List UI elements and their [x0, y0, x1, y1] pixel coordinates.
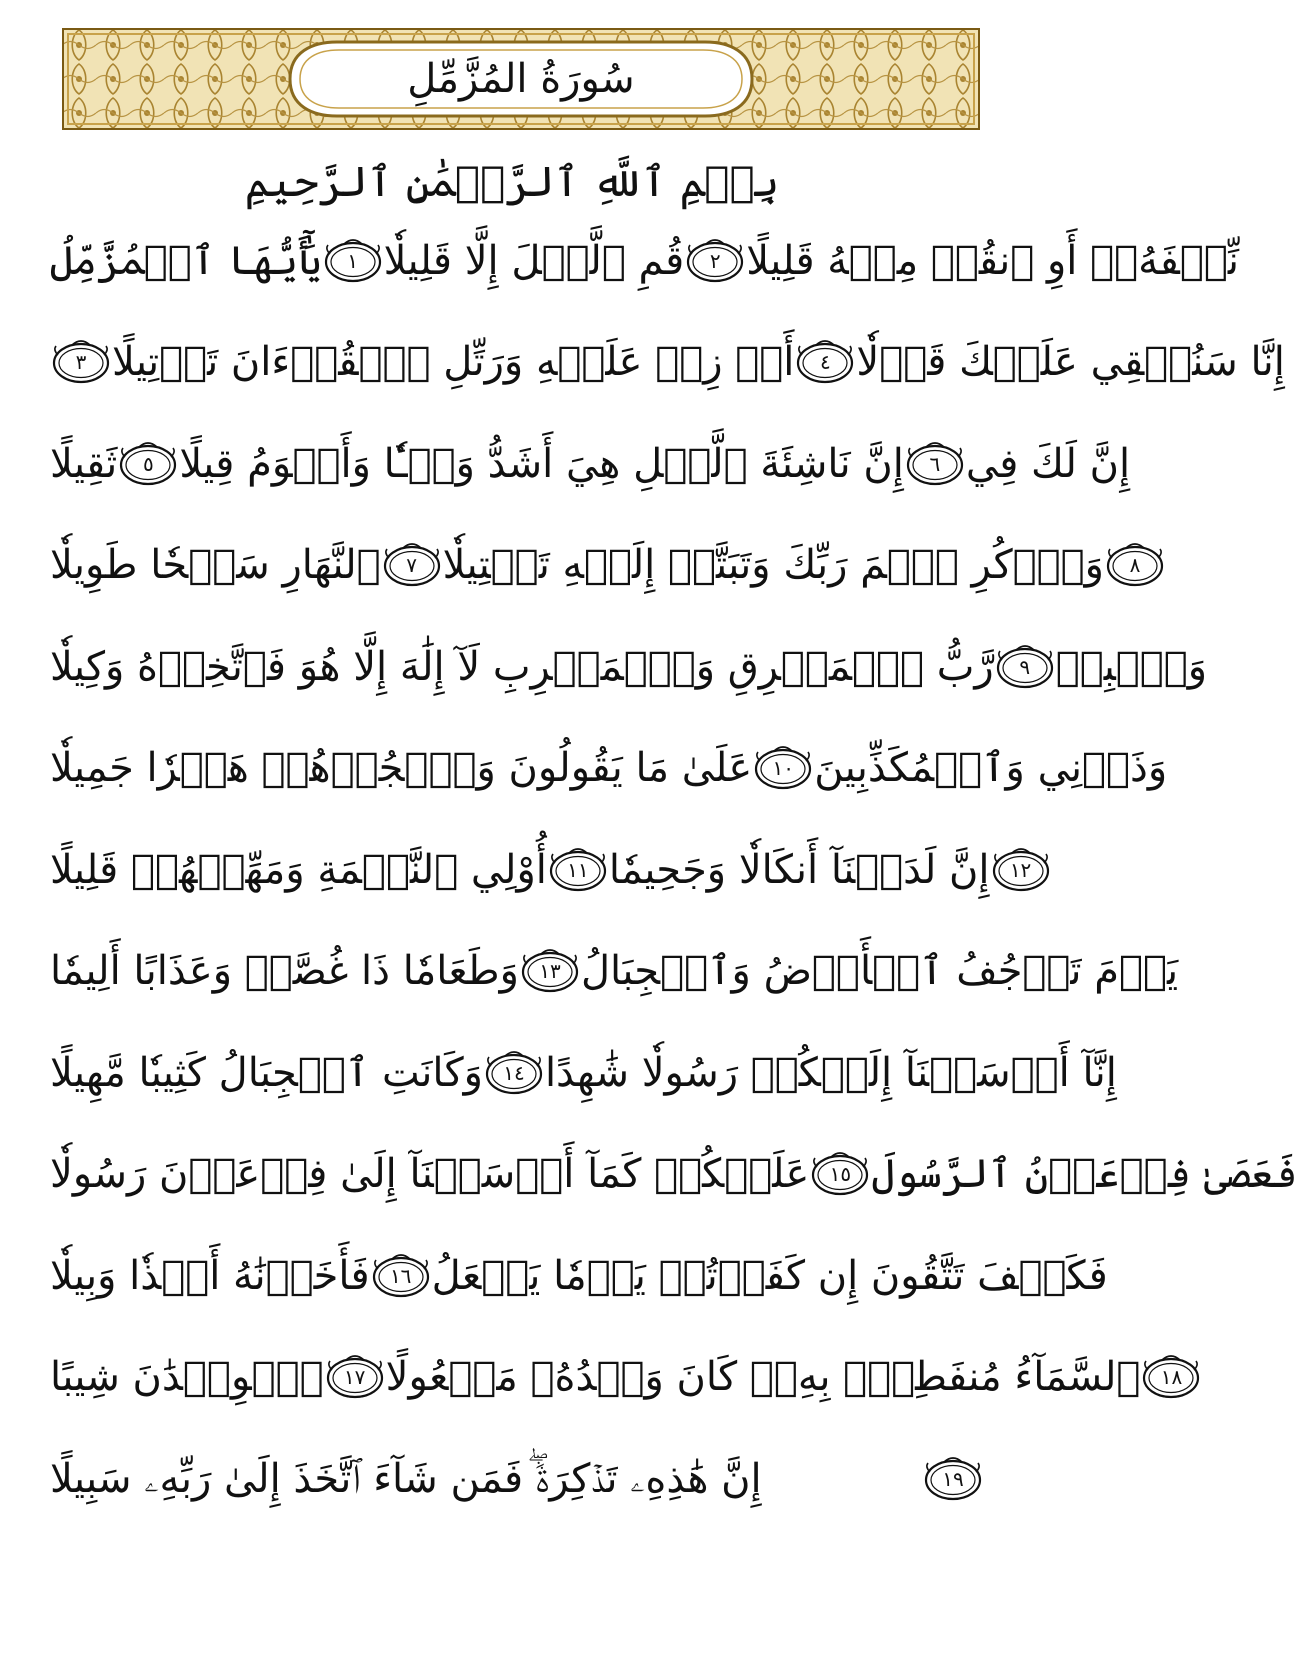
ayah-number: ٥ [142, 451, 154, 476]
ayah-number-marker [904, 440, 966, 488]
ayah-number: ٧ [406, 553, 418, 578]
ayah-number-marker [322, 237, 384, 285]
verse-text: وَٱذۡكُرِ ٱسۡمَ رَبِّكَ وَتَبَتَّلۡ إِلَيۡهِ تَبۡتِيلٗا [442, 542, 1104, 589]
verse-text: يَٰٓأَيُّهَا ٱلۡمُزَّمِّلُ [50, 237, 322, 284]
ayah-number: ١٦ [389, 1263, 412, 1288]
verse-line [50, 1327, 1183, 1429]
ayah-number: ٦ [929, 451, 941, 476]
verse-text: ٱلۡوِلۡدَٰنَ شِيبًا [50, 1354, 324, 1401]
ayah-number: ١٠ [772, 756, 794, 781]
ayah-number: ١٧ [343, 1365, 366, 1390]
verse-text: ثَقِيلًا [50, 440, 118, 487]
verse-line [50, 819, 1032, 921]
verse-text: إِنَّآ أَرۡسَلۡنَآ إِلَيۡكُمۡ رَسُولٗا شَٰهِدًا [544, 1049, 1117, 1096]
verse-text: أُوْلِي ٱلنَّعۡمَةِ وَمَهِّلۡهُمۡ قَلِيلًا [50, 846, 547, 893]
verse-text: إِنَّ نَاشِئَةَ ٱلَّيۡلِ هِيَ أَشَدُّ وَطۡـٔٗا وَأَقۡوَمُ قِيلًا [179, 440, 904, 487]
ayah-number-marker [1140, 1353, 1202, 1401]
ayah-number: ١٢ [1009, 857, 1032, 882]
verse-line [50, 1225, 1108, 1327]
verse-text: وَكَانَتِ ٱلۡجِبَالُ كَثِيبٗا مَّهِيلًا [50, 1049, 483, 1096]
verse-line [50, 921, 1179, 1023]
verse-lines [50, 210, 1298, 1530]
ayah-number-marker [370, 1252, 432, 1300]
verse-line [50, 515, 1141, 617]
verse-text: إِنَّا سَنُلۡقِي عَلَيۡكَ قَوۡلٗا [856, 339, 1285, 386]
ayah-number-marker [809, 1150, 871, 1198]
ayah-number-marker [752, 744, 814, 792]
verse-text: نِّصۡفَهُۥٓ أَوِ ٱنقُصۡ مِنۡهُ قَلِيلًا [746, 237, 1239, 284]
ayah-number: ٣ [75, 350, 87, 375]
surah-header-frame [62, 28, 980, 130]
verse-line [50, 1428, 984, 1530]
verse-line [50, 718, 1168, 820]
verse-line [50, 210, 1239, 312]
verse-text: ٱلنَّهَارِ سَبۡحٗا طَوِيلٗا [50, 542, 381, 589]
ayah-number-marker [483, 1049, 545, 1097]
verse-text: فَأَخَذۡنَٰهُ أَخۡذٗا وَبِيلٗا [50, 1252, 370, 1299]
verse-text: قُمِ ٱلَّيۡلَ إِلَّا قَلِيلٗا [383, 237, 685, 284]
ayah-number-marker [519, 947, 581, 995]
verse-text: ٱلسَّمَآءُ مُنفَطِرُۢ بِهِۦۚ كَانَ وَعۡدُهُۥ مَفۡعُولًا [385, 1354, 1141, 1401]
verse-text: إِنَّ لَدَيۡنَآ أَنكَالٗا وَجَحِيمٗا [608, 846, 990, 893]
verse-text: رَّبُّ ٱلۡمَشۡرِقِ وَٱلۡمَغۡرِبِ لَآ إِلَٰهَ إِلَّا هُوَ فَٱتَّخِذۡهُ وَكِيلٗا [50, 643, 994, 690]
ayah-number: ٩ [1019, 654, 1031, 679]
verse-line [50, 312, 1285, 414]
ayah-number: ١٥ [829, 1162, 852, 1187]
verse-text: عَلَيۡكُمۡ كَمَآ أَرۡسَلۡنَآ إِلَىٰ فِرۡعَوۡنَ رَسُولٗا [50, 1151, 810, 1198]
ayah-number: ٤ [820, 350, 831, 375]
verse-text: يَوۡمَ تَرۡجُفُ ٱلۡأَرۡضُ وَٱلۡجِبَالُ [580, 948, 1179, 995]
verse-text: وَطَعَامٗا ذَا غُصَّةٖ وَعَذَابًا أَلِيمٗا [50, 948, 519, 995]
verse-text: وَذَرۡنِي وَٱلۡمُكَذِّبِينَ [814, 745, 1168, 792]
ayah-number: ١٩ [942, 1466, 964, 1491]
ayah-number: ١ [347, 248, 359, 273]
basmala: بِسۡمِ ٱللَّهِ ٱلرَّحۡمَٰنِ ٱلرَّحِيمِ [244, 157, 780, 206]
verse-line [50, 1022, 1117, 1124]
ayah-number-marker [922, 1455, 984, 1503]
ayah-number-marker [990, 846, 1052, 894]
ayah-number-marker [1104, 541, 1166, 589]
ayah-number: ٢ [709, 248, 721, 273]
ayah-number: ٨ [1129, 553, 1141, 578]
ayah-number-marker [117, 440, 179, 488]
surah-title: سُورَةُ المُزَّمِّلِ [407, 56, 635, 102]
ayah-number-marker [684, 237, 746, 285]
verse-line [50, 1124, 1298, 1226]
ayah-number-marker [381, 541, 443, 589]
verse-text: فَعَصَىٰ فِرۡعَوۡنُ ٱلرَّسُولَ [871, 1151, 1298, 1198]
ayah-number: ١١ [567, 857, 589, 882]
verse-text: عَلَىٰ مَا يَقُولُونَ وَٱهۡجُرۡهُمۡ هَجۡرٗا جَمِيلٗا [50, 745, 753, 792]
verse-text: إِنَّ لَكَ فِي [965, 440, 1131, 487]
verse-line [50, 616, 1208, 718]
verse-text: فَكَيۡفَ تَتَّقُونَ إِن كَفَرۡتُمۡ يَوۡمٗا يَجۡعَلُ [431, 1252, 1108, 1299]
ayah-number-marker [994, 643, 1056, 691]
verse-line [50, 413, 1131, 515]
verse-text: إِنَّ هَٰذِهِۦ تَذۡكِرَةٞۖ فَمَن شَآءَ ٱتَّخَذَ إِلَىٰ رَبِّهِۦ سَبِيلًا [50, 1455, 762, 1502]
ayah-number-marker [794, 338, 856, 386]
ayah-number-marker [324, 1353, 386, 1401]
ayah-number: ١٣ [539, 959, 561, 984]
ayah-number-marker [50, 338, 112, 386]
ayah-number: ١٨ [1160, 1365, 1183, 1390]
verse-text: وَٱصۡبِرۡ [1055, 643, 1208, 690]
ayah-number: ١٤ [503, 1060, 525, 1085]
verse-text: أَوۡ زِدۡ عَلَيۡهِ وَرَتِّلِ ٱلۡقُرۡءَانَ تَرۡتِيلًا [112, 339, 795, 386]
ayah-number-marker [547, 846, 609, 894]
